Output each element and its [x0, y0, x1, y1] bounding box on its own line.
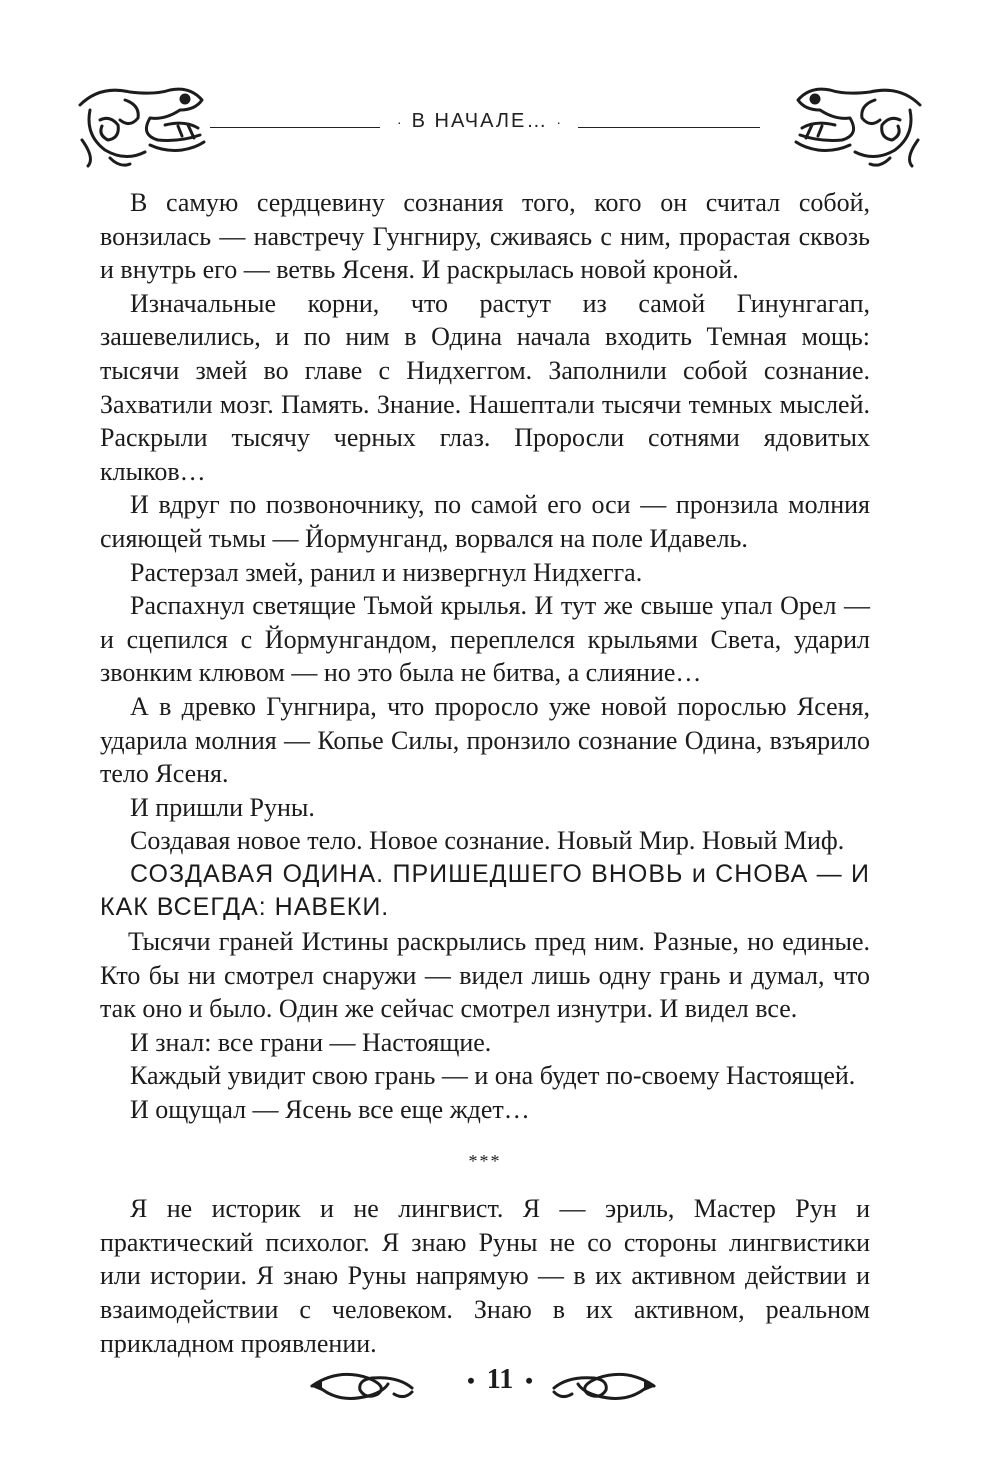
- bullet-right: •: [525, 1368, 533, 1393]
- title-dot-left: ·: [396, 114, 404, 130]
- paragraph: Изначальные корни, что растут из самой Гинунгагап, зашевелились, и по ним в Одина начала входить Темная мощь: тысячи змей во главе с Нидхеггом. Заполнили собой сознание. Захватили мозг. Память. Знание. Нашептали тысячи темных мыслей. Раскрыли тысячу черных глаз. Проросли сотнями ядовитых клыков…: [100, 288, 870, 486]
- paragraph: А в древко Гунгнира, что проросло уже новой порослью Ясеня, ударила молния — Копье Силы, пронзило сознание Одина, взъярило тело Ясеня.: [100, 691, 870, 789]
- closing-paragraph: Я не историк и не лингвист. Я — эриль, Мастер Рун и практический психолог. Я знаю Руны не со стороны лингвистики или истории. Я знаю Руны напрямую — в их активном действии и взаимодействии с человеком. Знаю в их активном, реальном прикладном проявлении.: [100, 1194, 870, 1358]
- page-number-text: 11: [486, 1364, 514, 1395]
- knot-ornament-icon: [308, 1364, 418, 1408]
- page-body: [100, 186, 870, 1360]
- paragraph: И пришли Руны.: [130, 792, 315, 822]
- running-title: [382, 110, 578, 133]
- paragraph: И ощущал — Ясень все еще ждет…: [130, 1095, 530, 1125]
- beast-ornament-icon: [790, 80, 930, 170]
- paragraph: Распахнул светящие Тьмой крылья. И тут же свыше упал Орел — и сцепился с Йормунгандом, переплелся крыльями Света, ударил звонким клювом — но это была не битва, а слияние…: [100, 591, 870, 688]
- bullet-left: •: [467, 1368, 475, 1393]
- running-title-text: В НАЧАЛЕ…: [411, 110, 549, 132]
- running-header: [0, 80, 1000, 170]
- page-footer: [0, 1356, 1000, 1416]
- knot-ornament-icon: [548, 1364, 658, 1408]
- paragraph: И вдруг по позвоночнику, по самой его оси — пронзила молния сияющей тьмы — Йормунганд, ворвался на поле Идавель.: [100, 490, 870, 553]
- paragraph: И знал: все грани — Настоящие.: [130, 1027, 492, 1057]
- caps-line: СОЗДАВАЯ ОДИНА. ПРИШЕДШЕГО ВНОВЬ и СНОВА — И КАК ВСЕГДА: НАВЕКИ.: [100, 859, 870, 922]
- header-rule-right: [578, 127, 760, 128]
- paragraph: Тысячи граней Истины раскрылись пред ним. Разные, но единые. Кто бы ни смотрел снаружи — видел лишь одну грань и думал, что так оно и было. Один же сейчас смотрел изнутри. И видел все.: [100, 927, 870, 1024]
- paragraph: Растерзал змей, ранил и низвергнул Нидхегга.: [130, 557, 643, 587]
- header-rule-left: [210, 127, 380, 128]
- paragraph: В самую сердцевину сознания того, кого он считал собой, вонзилась — навстречу Гунгниру, сживаясь с ним, прорастая сквозь и внутрь его — ветвь Ясеня. И раскрылась новой кроной.: [100, 188, 870, 285]
- paragraph: Каждый увидит свою грань — и она будет по-своему Настоящей.: [130, 1061, 856, 1091]
- title-dot-right: ·: [556, 114, 564, 130]
- paragraph: Создавая новое тело. Новое сознание. Новый Мир. Новый Миф.: [130, 826, 845, 856]
- beast-ornament-icon: [70, 80, 210, 170]
- section-separator: ***: [468, 1150, 502, 1171]
